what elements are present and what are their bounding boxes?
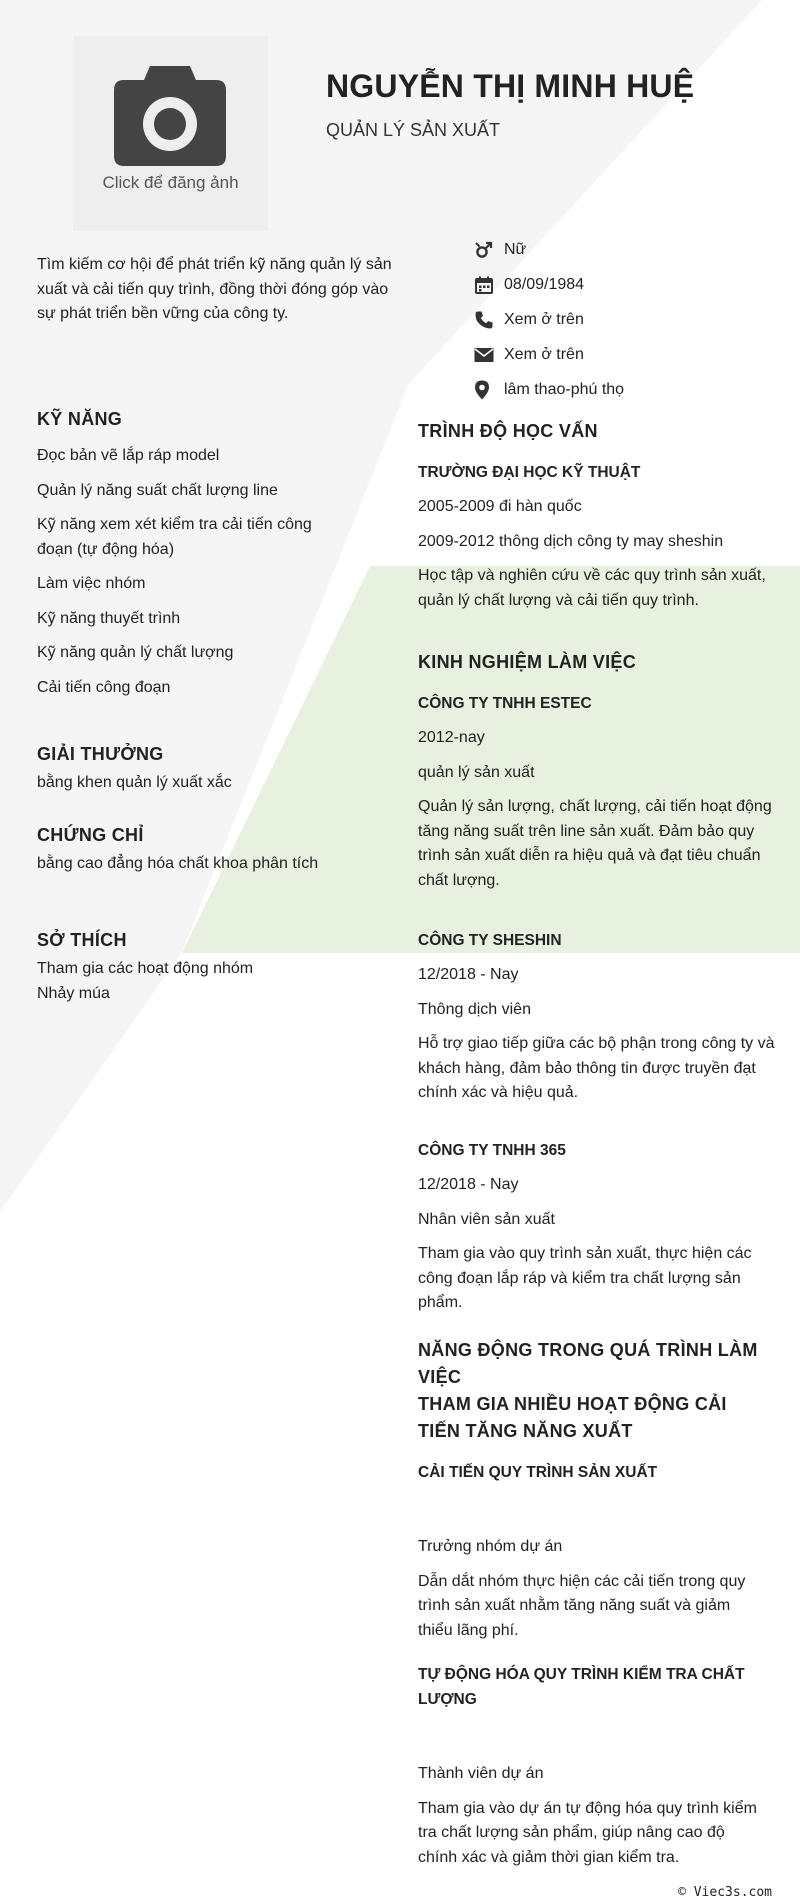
project-role: Thành viên dự án [418,1765,544,1782]
skill-item: Quản lý năng suất chất lượng line [37,481,278,499]
address-value: lâm thao-phú thọ [504,380,625,398]
phone-icon [474,310,504,330]
skills-section [37,409,339,700]
skill-item: Làm việc nhóm [37,575,146,592]
experience-section [418,652,776,893]
project-entry [418,1460,763,1643]
project-name: TỰ ĐỘNG HÓA QUY TRÌNH KIỂM TRA CHẤT LƯỢNG [418,1666,745,1708]
experience-entry [418,928,776,1106]
project-entry [418,1662,763,1870]
certificates-section [37,825,337,877]
location-pin-icon [474,380,504,400]
project-role: Trưởng nhóm dự án [418,1538,563,1555]
skill-item: Cải tiến công đoạn [37,678,171,696]
experience-entry [418,1138,776,1316]
activities-heading: THAM GIA NHIỀU HOẠT ĐỘNG CẢI TIẾN TĂNG NĂNG XUẤT [418,1394,727,1441]
contact-address [474,372,624,407]
job-position: quản lý sản xuất [418,763,535,781]
education-description: Học tập và nghiên cứu về các quy trình sản xuất, quản lý chất lượng và cải tiến quy trình. [418,567,766,609]
candidate-job-title: QUẢN LÝ SẢN XUẤT [326,120,501,140]
hobbies-title: SỞ THÍCH [37,930,127,950]
company-name: CÔNG TY TNHH 365 [418,1142,566,1159]
certificate-item: bằng cao đẳng hóa chất khoa phân tích [37,855,319,872]
activities-section [418,1337,758,1445]
footer-copyright: © Viec3s.com [678,1885,772,1900]
certificates-title: CHỨNG CHỈ [37,825,144,845]
job-period: 12/2018 - Nay [418,1176,519,1193]
project-description: Dẫn dắt nhóm thực hiện các cải tiến trong quy trình sản xuất nhằm tăng năng suất và giảm thiểu lãng phí. [418,1572,746,1639]
job-period: 12/2018 - Nay [418,966,519,983]
birthday-value: 08/09/1984 [504,275,585,293]
job-period: 2012-nay [418,729,485,746]
job-position: Thông dịch viên [418,1000,531,1018]
contact-info [474,232,624,407]
education-line: 2009-2012 thông dịch công ty may sheshin [418,532,724,550]
activities-heading: NĂNG ĐỘNG TRONG QUÁ TRÌNH LÀM VIỆC [418,1340,758,1387]
hobby-item: Nhảy múa [37,984,110,1002]
candidate-name: NGUYỄN THỊ MINH HUỆ [326,68,695,104]
camera-icon [112,64,228,168]
company-name: CÔNG TY SHESHIN [418,932,562,949]
contact-email [474,337,624,372]
contact-birthday [474,267,624,302]
photo-upload-placeholder[interactable] [73,36,268,231]
job-description: Tham gia vào quy trình sản xuất, thực hiện các công đoạn lắp ráp và kiểm tra chất lượng sản phẩm. [418,1245,752,1311]
calendar-icon [474,275,504,295]
project-name: CẢI TIẾN QUY TRÌNH SẢN XUẤT [418,1464,658,1481]
project-description: Tham gia vào dự án tự động hóa quy trình kiểm tra chất lượng sản phẩm, giúp nâng cao độ chính xác và giảm thời gian kiểm tra. [418,1799,757,1866]
contact-phone [474,302,624,337]
gender-icon [474,240,504,260]
skill-item: Đọc bản vẽ lắp ráp model [37,447,220,464]
experience-title: KINH NGHIỆM LÀM VIỆC [418,652,637,672]
education-school: TRƯỜNG ĐẠI HỌC KỸ THUẬT [418,464,641,481]
award-item: bằng khen quản lý xuất xắc [37,774,232,791]
education-title: TRÌNH ĐỘ HỌC VẤN [418,421,598,441]
email-value: Xem ở trên [504,345,584,363]
skill-item: Kỹ năng thuyết trình [37,609,181,627]
career-objective: Tìm kiếm cơ hội để phát triển kỹ năng quản lý sản xuất và cải tiến quy trình, đồng thời đóng góp vào sự phát triển bền vững của công ty. [37,256,392,322]
skill-item: Kỹ năng quản lý chất lượng [37,644,234,661]
job-position: Nhân viên sản xuất [418,1210,555,1228]
phone-value: Xem ở trên [504,310,584,328]
contact-gender [474,232,624,267]
gender-value: Nữ [504,240,527,258]
awards-section [37,744,339,796]
job-description: Hỗ trợ giao tiếp giữa các bộ phận trong công ty và khách hàng, đảm bảo thông tin được truyền đạt chính xác và hiệu quả. [418,1035,775,1101]
skills-title: KỸ NĂNG [37,409,123,429]
education-section [418,421,776,613]
envelope-icon [474,347,504,363]
hobby-item: Tham gia các hoạt động nhóm [37,960,254,977]
company-name: CÔNG TY TNHH ESTEC [418,695,592,712]
education-line: 2005-2009 đi hàn quốc [418,498,582,515]
experience-entry [418,691,776,893]
awards-title: GIẢI THƯỞNG [37,744,164,764]
hobbies-section [37,930,339,1006]
photo-upload-caption: Click để đăng ảnh [102,173,239,192]
job-description: Quản lý sản lượng, chất lượng, cải tiến hoạt động tăng năng suất trên line sản xuất. Đảm bảo quy trình sản xuất diễn ra hiệu quả và đạt tiêu chuẩn chất lượng. [418,798,772,889]
skill-item: Kỹ năng xem xét kiểm tra cải tiến công đoạn (tự động hóa) [37,516,312,558]
